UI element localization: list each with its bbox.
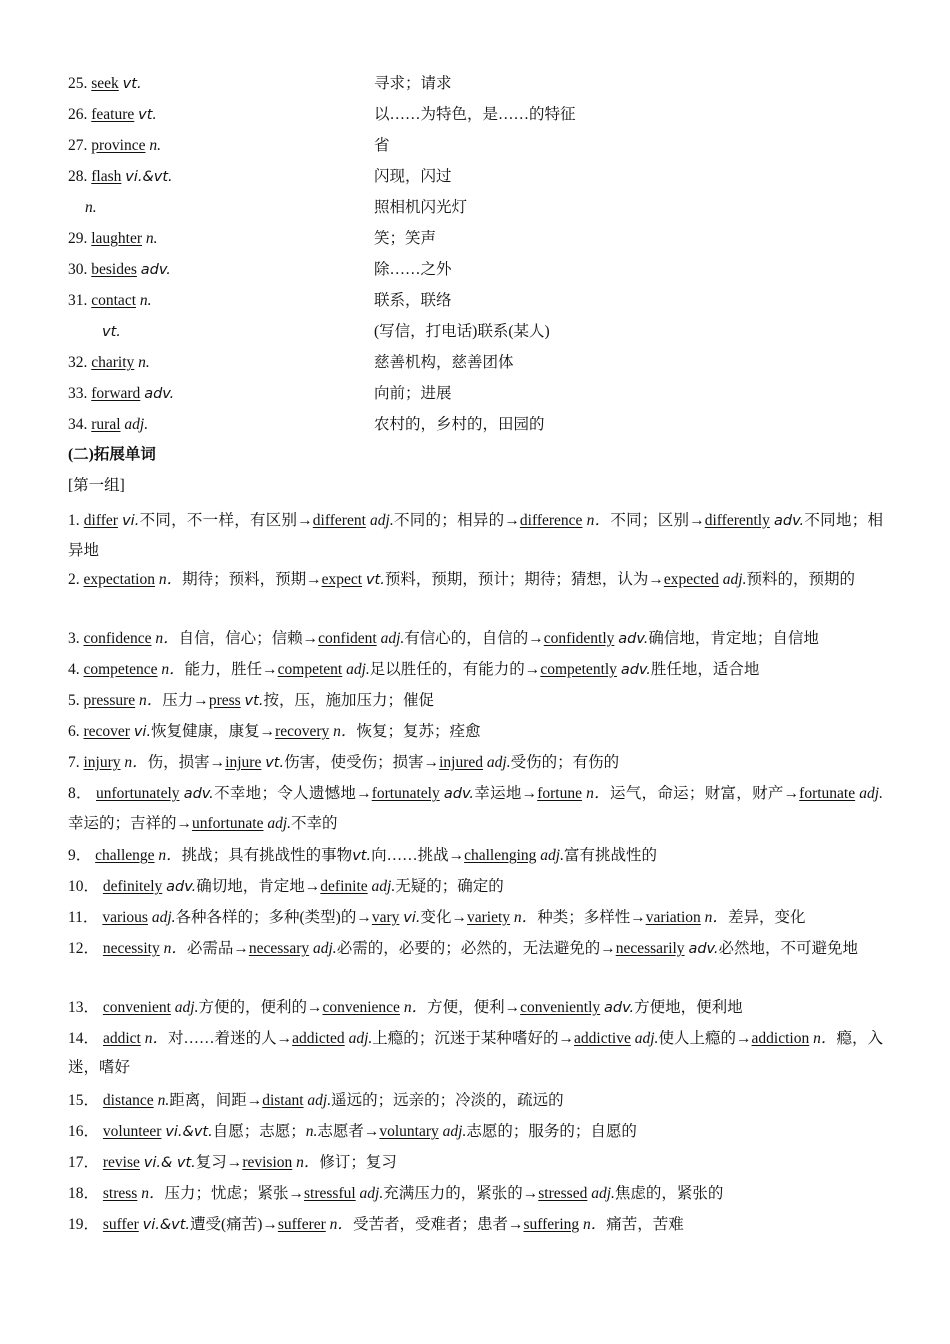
derivation-pos: n．: [586, 512, 611, 529]
derivation-meaning: 变化→: [420, 909, 467, 926]
derivation-pos: n．: [586, 785, 610, 802]
derivation-word: sufferer: [277, 1216, 326, 1233]
derivation-meaning: 方便，便利→: [427, 999, 521, 1016]
derivation-pos: adv.: [166, 879, 197, 895]
derivation-word: addict: [102, 1030, 141, 1047]
derivation-meaning: 受伤的；有伤的: [510, 754, 620, 771]
derivation-meaning: 运气，命运；财富，财产→: [609, 785, 800, 802]
derivation-number: 15．: [68, 1092, 103, 1109]
derivation-pos: adj.: [267, 815, 292, 832]
derivation-meaning: 按，压，施加压力；催促: [263, 692, 434, 709]
derivation-number: 10．: [68, 878, 103, 895]
derivation-word: convenience: [322, 999, 400, 1016]
derivation-word: expect: [321, 571, 363, 588]
derivation-meaning: 不同；区别→: [610, 512, 705, 529]
derivation-meaning: 能力，胜任→: [184, 661, 278, 678]
derivation-pos: vi.&vt.: [142, 1217, 191, 1233]
derivation-item: [68, 903, 883, 932]
derivation-meaning: 必需品→: [186, 940, 249, 957]
derivation-word: injured: [439, 754, 484, 771]
derivation-word: addictive: [574, 1030, 631, 1047]
vocab-meaning: 省: [374, 137, 390, 154]
derivation-pos: adv.: [604, 1000, 635, 1016]
vocab-pos: vi.&vt.: [125, 169, 173, 185]
derivation-number: 12．: [68, 940, 103, 957]
derivation-pos: adj.: [486, 754, 511, 771]
derivation-meaning: 确信地，肯定地；自信地: [648, 630, 819, 647]
vocab-number: 32.: [68, 354, 92, 371]
derivation-meaning: 向……挑战→: [371, 847, 465, 864]
derivation-number: 11．: [68, 909, 103, 926]
derivation-word: fortunate: [799, 785, 856, 802]
vocab-entry: [68, 321, 121, 343]
derivation-number: 8．: [68, 785, 96, 802]
derivation-word: expected: [663, 571, 719, 588]
derivation-meaning: 压力→: [162, 692, 209, 709]
derivation-number: 4.: [68, 661, 84, 678]
vocab-meaning: 笑；笑声: [374, 230, 437, 247]
vocab-word: province: [91, 137, 146, 154]
derivation-item: [68, 934, 883, 992]
derivation-word: addicted: [292, 1030, 345, 1047]
vocab-entry: [68, 414, 148, 436]
derivation-meaning: 期待；预料，预期→: [182, 571, 322, 588]
derivation-pos: vt.: [265, 755, 285, 771]
vocab-pos: adv.: [140, 262, 171, 278]
derivation-pos: n．: [513, 909, 538, 926]
derivation-pos: adv.: [618, 631, 649, 647]
derivation-word: fortune: [537, 785, 582, 802]
vocab-word: besides: [91, 261, 137, 278]
vocab-pos: adv.: [144, 386, 175, 402]
derivation-word: stressful: [304, 1185, 356, 1202]
derivation-pos: adj.: [380, 630, 405, 647]
vocab-meaning: 照相机闪光灯: [374, 199, 468, 216]
derivation-meaning: 足以胜任的，有能力的→: [369, 661, 541, 678]
derivation-pos: adj.: [591, 1185, 615, 1202]
derivation-meaning: 确切地，肯定地→: [196, 878, 321, 895]
derivation-pos: adj.: [307, 1092, 332, 1109]
vocab-word: feature: [91, 106, 135, 123]
vocab-pos: vt.: [122, 76, 142, 92]
derivation-pos: adj.: [346, 661, 370, 678]
derivation-pos: adj.: [442, 1123, 467, 1140]
derivation-number: 9．: [68, 847, 96, 864]
derivation-word: necessarily: [615, 940, 685, 957]
vocab-number: 25.: [68, 75, 92, 92]
derivation-pos: vt.: [244, 693, 264, 709]
derivation-pos: n．: [403, 999, 428, 1016]
derivation-meaning: 对……着迷的人→: [168, 1030, 293, 1047]
derivation-meaning: 遭受(痛苦)→: [190, 1216, 278, 1233]
vocab-number: 29.: [68, 230, 92, 247]
vocab-number: 31.: [68, 292, 92, 309]
derivation-pos: n．: [583, 1216, 607, 1233]
derivation-word: definite: [320, 878, 368, 895]
derivation-item: [68, 717, 883, 746]
derivation-item: [68, 841, 883, 870]
derivation-word: volunteer: [102, 1123, 162, 1140]
derivation-meaning: 充满压力的，紧张的→: [383, 1185, 539, 1202]
derivation-meaning: 伤，损害→: [147, 754, 226, 771]
derivation-word: revision: [242, 1154, 293, 1171]
vocab-meaning: 向前；进展: [374, 385, 452, 402]
vocab-number: 33.: [68, 385, 92, 402]
vocab-pos: n.: [145, 230, 158, 247]
vocab-word: charity: [91, 354, 135, 371]
vocab-number: 30.: [68, 261, 92, 278]
vocab-meaning: 慈善机构，慈善团体: [374, 354, 514, 371]
derivation-word: suffering: [523, 1216, 580, 1233]
derivation-word: expectation: [83, 571, 155, 588]
derivation-word: variety: [467, 909, 511, 926]
derivation-pos: adj.: [370, 512, 394, 529]
derivation-word: challenging: [464, 847, 537, 864]
derivation-item: [68, 655, 883, 684]
derivation-word: recovery: [275, 723, 330, 740]
derivation-meaning: 不同的；相异的→: [393, 512, 520, 529]
vocab-meaning: 寻求；请求: [374, 75, 452, 92]
vocab-word: flash: [91, 168, 122, 185]
derivation-word: unfortunately: [96, 785, 180, 802]
derivation-pos: vi.& vt.: [143, 1155, 196, 1171]
derivation-pos: n．: [139, 692, 163, 709]
vocab-pos: vt.: [102, 324, 121, 340]
derivation-meaning: 复习→: [195, 1154, 243, 1171]
derivation-word: definitely: [102, 878, 163, 895]
derivation-item: [68, 565, 883, 623]
derivation-pos: adv.: [443, 786, 475, 802]
derivation-pos: n．: [704, 909, 728, 926]
vocab-pos: n.: [85, 199, 97, 216]
derivation-meaning: 方便的，便利的→: [198, 999, 323, 1016]
derivation-word: distance: [102, 1092, 154, 1109]
vocab-pos: n.: [149, 137, 161, 154]
group-label: [第一组]: [68, 477, 125, 494]
derivation-word: voluntary: [379, 1123, 439, 1140]
derivation-meaning: 受苦者，受难者；患者→: [352, 1216, 524, 1233]
derivation-word: suffer: [102, 1216, 139, 1233]
derivation-word: difference: [519, 512, 583, 529]
derivation-pos: n．: [158, 847, 182, 864]
vocab-meaning: 除……之外: [374, 261, 452, 278]
derivation-word: convenient: [102, 999, 171, 1016]
derivation-item: [68, 872, 883, 901]
derivation-word: challenge: [95, 847, 155, 864]
derivation-pos: adj.: [859, 785, 883, 802]
derivation-pos: n.: [157, 1092, 170, 1109]
derivation-meaning: 不幸的: [291, 815, 338, 832]
derivation-item: [68, 993, 883, 1022]
vocab-entry: [68, 352, 150, 374]
derivation-word: confidently: [543, 630, 615, 647]
derivation-number: 18．: [68, 1185, 103, 1202]
derivation-number: 2.: [68, 571, 84, 588]
derivation-number: 6.: [68, 723, 84, 740]
derivation-item: [68, 1117, 883, 1146]
vocab-word: forward: [91, 385, 141, 402]
derivation-pos: n．: [141, 1185, 165, 1202]
derivation-word: unfortunate: [192, 815, 264, 832]
derivation-pos: n．: [333, 723, 357, 740]
vocab-word: contact: [91, 292, 137, 309]
derivation-pos: adj.: [313, 940, 337, 957]
derivation-word: recover: [83, 723, 130, 740]
derivation-pos: vi.&vt.: [165, 1124, 213, 1140]
derivation-pos: adj.: [371, 878, 396, 895]
derivation-number: 5.: [68, 692, 84, 709]
derivation-number: 13．: [68, 999, 103, 1016]
derivation-pos: adj.: [174, 999, 199, 1016]
derivation-number: 3.: [68, 630, 84, 647]
derivation-pos: n．: [144, 1030, 169, 1047]
derivation-word: stressed: [538, 1185, 588, 1202]
derivation-pos: adv.: [183, 786, 214, 802]
vocab-entry: [68, 383, 174, 405]
derivation-meaning: 必然地，不可避免地: [718, 940, 859, 957]
derivation-word: competence: [83, 661, 158, 678]
vocab-entry: [68, 228, 158, 250]
derivation-pos: vt.: [352, 848, 372, 864]
derivation-item: [68, 1179, 883, 1208]
derivation-meaning: 距离，间距→: [169, 1092, 263, 1109]
derivation-word: conveniently: [520, 999, 601, 1016]
derivation-word: injure: [225, 754, 262, 771]
derivation-item: [68, 1086, 883, 1115]
derivation-meaning: 志愿者→: [317, 1123, 380, 1140]
derivation-pos: n．: [161, 661, 185, 678]
derivation-item: [68, 506, 883, 564]
derivation-word: press: [208, 692, 241, 709]
derivation-word: revise: [102, 1154, 140, 1171]
vocab-pos: vt.: [138, 107, 158, 123]
derivation-meaning: 胜任地，适合地: [650, 661, 760, 678]
derivation-word: competent: [277, 661, 343, 678]
derivation-pos: adv.: [774, 513, 805, 529]
derivation-pos: adj.: [722, 571, 747, 588]
derivation-meaning: 痛苦，苦难: [606, 1216, 684, 1233]
vocab-number: 27.: [68, 137, 92, 154]
derivation-pos: n．: [296, 1154, 320, 1171]
derivation-meaning: 各种各样的；多种(类型)的→: [175, 909, 372, 926]
derivation-pos: n．: [124, 754, 148, 771]
derivation-number: 7.: [68, 754, 84, 771]
derivation-word: pressure: [83, 692, 136, 709]
derivation-pos: adj.: [348, 1030, 373, 1047]
derivation-pos: vi.: [403, 910, 421, 926]
derivation-word: necessity: [102, 940, 160, 957]
derivation-word: fortunately: [371, 785, 440, 802]
derivation-meaning: 恢复健康，康复→: [151, 723, 276, 740]
vocab-entry: [68, 290, 152, 312]
derivation-meaning: 自愿；志愿；: [212, 1123, 306, 1140]
derivation-word: variation: [645, 909, 701, 926]
derivation-word: differently: [704, 512, 770, 529]
derivation-meaning: 无疑的；确定的: [395, 878, 504, 895]
derivation-pos: vi.: [133, 724, 152, 740]
derivation-pos: adv.: [620, 662, 651, 678]
derivation-pos: adj.: [540, 847, 564, 864]
vocab-pos: n.: [139, 292, 152, 309]
derivation-pos: n．: [163, 940, 187, 957]
derivation-meaning: 有信心的，自信的→: [404, 630, 544, 647]
derivation-meaning: 种类；多样性→: [537, 909, 646, 926]
derivation-pos: n．: [813, 1030, 837, 1047]
vocab-meaning: 联系，联络: [374, 292, 452, 309]
derivation-number: 16．: [68, 1123, 103, 1140]
derivation-word: various: [102, 909, 148, 926]
derivation-word: confidence: [83, 630, 152, 647]
vocab-meaning: (写信，打电话)联系(某人): [374, 323, 550, 340]
derivation-word: different: [312, 512, 366, 529]
derivation-pos: adv.: [688, 941, 719, 957]
derivation-pos: adj.: [151, 909, 176, 926]
vocab-word: seek: [91, 75, 119, 92]
derivation-meaning: 遥远的；远亲的；冷淡的，疏远的: [331, 1092, 564, 1109]
vocab-word: rural: [91, 416, 121, 433]
derivation-meaning: 富有挑战性的: [563, 847, 657, 864]
derivation-word: differ: [83, 512, 118, 529]
derivation-word: vary: [371, 909, 400, 926]
derivation-number: 1.: [68, 512, 84, 529]
derivation-meaning: 瘾，入迷，嗜好: [68, 1030, 883, 1076]
vocab-entry: [68, 73, 142, 95]
derivation-meaning: 不同地；相异地: [68, 512, 883, 559]
derivation-meaning: 预料，预期，预计；期待；猜想，认为→: [384, 571, 664, 588]
derivation-pos: n．: [155, 630, 179, 647]
derivation-meaning: 恢复；复苏；痊愈: [356, 723, 481, 740]
vocab-entry: [68, 197, 97, 219]
derivation-item: [68, 779, 883, 837]
derivation-word: confident: [318, 630, 377, 647]
derivation-meaning: 幸运地→: [474, 785, 538, 802]
vocab-entry: [68, 104, 157, 126]
derivation-item: [68, 748, 883, 777]
derivation-word: necessary: [248, 940, 310, 957]
derivation-word: competently: [540, 661, 617, 678]
derivation-pos: n.: [305, 1123, 318, 1140]
derivation-pos: vi.: [122, 513, 140, 529]
vocab-entry: [68, 166, 173, 188]
derivation-word: injury: [83, 754, 121, 771]
derivation-meaning: 方便地，便利地: [634, 999, 743, 1016]
derivation-meaning: 幸运的；吉祥的→: [68, 815, 193, 832]
derivation-meaning: 修订；复习: [319, 1154, 397, 1171]
derivation-pos: n．: [158, 571, 183, 588]
vocab-pos: n.: [138, 354, 150, 371]
derivation-meaning: 压力；忧虑；紧张→: [164, 1185, 304, 1202]
derivation-pos: adj.: [634, 1030, 659, 1047]
derivation-pos: adj.: [359, 1185, 384, 1202]
derivation-number: 14．: [68, 1030, 103, 1047]
derivation-word: stress: [102, 1185, 138, 1202]
derivation-word: addiction: [751, 1030, 810, 1047]
vocab-number: 28.: [68, 168, 92, 185]
vocab-meaning: 农村的，乡村的，田园的: [374, 416, 545, 433]
derivation-item: [68, 1210, 883, 1239]
derivation-meaning: 伤害，使受伤；损害→: [284, 754, 440, 771]
vocab-word: laughter: [91, 230, 143, 247]
derivation-meaning: 预料的，预期的: [746, 571, 855, 588]
section-title: (二)拓展单词: [68, 446, 156, 463]
vocab-meaning: 闪现，闪过: [374, 168, 452, 185]
derivation-item: [68, 1024, 883, 1082]
derivation-meaning: 使人上瘾的→: [658, 1030, 752, 1047]
derivation-number: 17．: [68, 1154, 103, 1171]
derivation-meaning: 差异，变化: [727, 909, 806, 926]
derivation-meaning: 自信，信心；信赖→: [178, 630, 319, 647]
vocab-number: 26.: [68, 106, 92, 123]
derivation-meaning: 不同，不一样，有区别→: [139, 512, 313, 529]
vocab-meaning: 以……为特色，是……的特征: [374, 106, 576, 123]
derivation-pos: vt.: [365, 572, 385, 588]
derivation-meaning: 挑战；具有挑战性的事物: [181, 847, 353, 864]
derivation-meaning: 焦虑的，紧张的: [614, 1185, 724, 1202]
derivation-word: distant: [262, 1092, 304, 1109]
vocab-number: 34.: [68, 416, 92, 433]
derivation-pos: n．: [329, 1216, 353, 1233]
derivation-item: [68, 624, 883, 653]
vocab-entry: [68, 259, 171, 281]
derivation-meaning: 上瘾的；沉迷于某种嗜好的→: [372, 1030, 575, 1047]
derivation-meaning: 必需的，必要的；必然的，无法避免的→: [336, 940, 616, 957]
vocab-entry: [68, 135, 161, 157]
derivation-item: [68, 686, 883, 715]
derivation-number: 19．: [68, 1216, 103, 1233]
derivation-meaning: 不幸地；令人遗憾地→: [213, 785, 372, 802]
derivation-item: [68, 1148, 883, 1177]
derivation-meaning: 志愿的；服务的；自愿的: [466, 1123, 637, 1140]
vocab-pos: adj.: [124, 416, 149, 433]
